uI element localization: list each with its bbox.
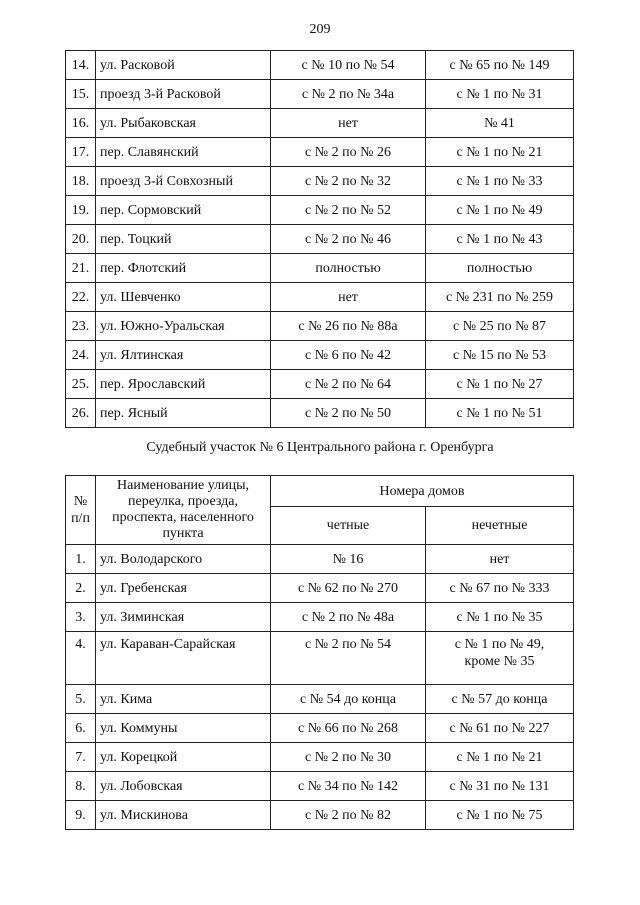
row-number-text: 26.	[71, 405, 90, 421]
odd-house-numbers-text: с № 1 по № 21	[456, 749, 543, 765]
header-even: четные	[271, 507, 426, 545]
even-house-numbers-text: с № 2 по № 30	[305, 749, 391, 765]
street-name-text: пер. Сормовский	[100, 202, 202, 218]
street-name	[96, 341, 271, 370]
row-number	[66, 341, 96, 370]
table-row	[66, 225, 574, 254]
street-name	[96, 109, 271, 138]
street-name-text: ул. Володарского	[100, 551, 203, 567]
street-name	[96, 574, 271, 603]
even-house-numbers-text: с № 34 по № 142	[298, 778, 398, 794]
row-number-text: 4.	[75, 637, 86, 652]
table-row	[66, 370, 574, 399]
even-house-numbers	[271, 341, 426, 370]
even-house-numbers	[271, 772, 426, 801]
table-row	[66, 254, 574, 283]
row-number-text: 9.	[75, 807, 86, 823]
even-house-numbers-text: с № 54 до конца	[300, 691, 396, 707]
odd-house-numbers	[426, 632, 574, 685]
row-number	[66, 254, 96, 283]
table-row	[66, 399, 574, 428]
odd-house-numbers	[426, 399, 574, 428]
street-name	[96, 603, 271, 632]
odd-house-numbers	[426, 341, 574, 370]
row-number-text: 15.	[71, 86, 90, 102]
row-number	[66, 685, 96, 714]
even-house-numbers-text: с № 2 по № 48а	[301, 609, 395, 625]
row-number	[66, 574, 96, 603]
even-house-numbers	[271, 632, 426, 685]
row-number	[66, 80, 96, 109]
even-house-numbers-text: с № 2 по № 26	[305, 144, 391, 160]
street-name-text: ул. Шевченко	[100, 289, 181, 305]
table-row	[66, 545, 574, 574]
even-house-numbers	[271, 399, 426, 428]
row-number	[66, 225, 96, 254]
row-number-text: 6.	[75, 720, 86, 736]
street-name-text: пер. Флотский	[100, 260, 187, 276]
table-row	[66, 51, 574, 80]
even-house-numbers-text: с № 2 по № 34а	[301, 86, 395, 102]
row-number-text: 25.	[71, 376, 90, 392]
odd-house-numbers	[426, 685, 574, 714]
row-number-text: 17.	[71, 144, 90, 160]
street-name-text: проезд 3-й Расковой	[100, 86, 221, 102]
even-house-numbers	[271, 603, 426, 632]
table-row	[66, 743, 574, 772]
row-number	[66, 167, 96, 196]
odd-house-numbers-text: с № 231 по № 259	[446, 289, 553, 305]
street-name	[96, 399, 271, 428]
even-house-numbers	[271, 801, 426, 830]
odd-house-numbers-text: с № 1 по № 31	[456, 86, 543, 102]
table-row	[66, 632, 574, 685]
even-house-numbers-text: с № 6 по № 42	[305, 347, 391, 363]
odd-house-numbers	[426, 574, 574, 603]
table-row	[66, 283, 574, 312]
even-house-numbers	[271, 254, 426, 283]
even-house-numbers	[271, 312, 426, 341]
even-house-numbers-text: с № 2 по № 82	[305, 807, 391, 823]
street-name	[96, 685, 271, 714]
district-6-streets-table	[65, 475, 574, 830]
odd-house-numbers-text: с № 1 по № 33	[456, 173, 543, 189]
row-number	[66, 772, 96, 801]
even-house-numbers	[271, 196, 426, 225]
row-number-text: 8.	[75, 778, 86, 794]
table-row	[66, 80, 574, 109]
street-name-text: пер. Ярославский	[100, 376, 206, 392]
even-house-numbers	[271, 80, 426, 109]
street-name-text: ул. Рыбаковская	[100, 115, 196, 131]
row-number	[66, 51, 96, 80]
street-name	[96, 772, 271, 801]
odd-house-numbers-text: нет	[489, 551, 510, 567]
odd-house-numbers	[426, 772, 574, 801]
street-name-text: пер. Ясный	[100, 405, 168, 421]
street-name	[96, 632, 271, 685]
street-name	[96, 80, 271, 109]
even-house-numbers-text: полностью	[315, 260, 381, 276]
odd-house-numbers-text: с № 1 по № 49	[456, 202, 543, 218]
odd-house-numbers-text: с № 1 по № 35	[456, 609, 543, 625]
odd-house-numbers-text: с № 31 по № 131	[449, 778, 550, 794]
page-number: 209	[309, 22, 331, 37]
row-number	[66, 632, 96, 685]
street-name-text: проезд 3-й Совхозный	[100, 173, 233, 189]
row-number	[66, 743, 96, 772]
street-name-text: ул. Зиминская	[100, 609, 185, 625]
even-house-numbers	[271, 283, 426, 312]
street-name-text: пер. Тоцкий	[100, 231, 172, 247]
row-number	[66, 370, 96, 399]
even-house-numbers	[271, 685, 426, 714]
street-name	[96, 254, 271, 283]
even-house-numbers	[271, 714, 426, 743]
street-name	[96, 138, 271, 167]
odd-house-numbers-text: с № 67 по № 333	[449, 580, 550, 596]
street-name-text: ул. Южно-Уральская	[100, 318, 225, 334]
street-name	[96, 167, 271, 196]
odd-house-numbers	[426, 167, 574, 196]
even-house-numbers	[271, 109, 426, 138]
odd-house-numbers	[426, 225, 574, 254]
odd-house-numbers-text: с № 1 по № 21	[456, 144, 543, 160]
streets-table-continued	[65, 50, 574, 428]
row-number	[66, 283, 96, 312]
even-house-numbers-text: с № 62 по № 270	[298, 580, 398, 596]
header-street-name: Наименование улицы, переулка, проезда, проспекта, населенного пункта	[96, 476, 271, 545]
odd-house-numbers-note: кроме № 35	[464, 654, 535, 669]
even-house-numbers-text: с № 10 по № 54	[301, 57, 395, 73]
street-name	[96, 283, 271, 312]
header-number: № п/п	[66, 476, 96, 545]
street-name	[96, 312, 271, 341]
row-number	[66, 801, 96, 830]
table-row	[66, 801, 574, 830]
row-number-text: 18.	[71, 173, 90, 189]
odd-house-numbers	[426, 109, 574, 138]
even-house-numbers-text: с № 2 по № 52	[305, 202, 391, 218]
street-name-text: ул. Караван-Сарайская	[100, 637, 236, 652]
street-name	[96, 51, 271, 80]
odd-house-numbers-text: с № 1 по № 51	[456, 405, 543, 421]
odd-house-numbers-text: с № 1 по № 75	[456, 807, 543, 823]
even-house-numbers-text: нет	[338, 289, 358, 305]
street-name	[96, 801, 271, 830]
row-number-text: 1.	[75, 551, 86, 567]
header-house-numbers: Номера домов	[271, 476, 574, 507]
table-row	[66, 312, 574, 341]
odd-house-numbers	[426, 801, 574, 830]
odd-house-numbers	[426, 196, 574, 225]
row-number	[66, 399, 96, 428]
table-row	[66, 196, 574, 225]
odd-house-numbers	[426, 283, 574, 312]
row-number	[66, 138, 96, 167]
odd-house-numbers-text: с № 1 по № 27	[456, 376, 543, 392]
table-row	[66, 772, 574, 801]
odd-house-numbers-text: с № 15 по № 53	[453, 347, 546, 363]
street-name	[96, 225, 271, 254]
table-row	[66, 341, 574, 370]
even-house-numbers	[271, 51, 426, 80]
even-house-numbers	[271, 743, 426, 772]
row-number-text: 2.	[75, 580, 86, 596]
odd-house-numbers	[426, 80, 574, 109]
even-house-numbers-text: нет	[338, 115, 358, 131]
street-name-text: ул. Лобовская	[100, 778, 183, 794]
odd-house-numbers	[426, 254, 574, 283]
row-number-text: 3.	[75, 609, 86, 625]
even-house-numbers	[271, 545, 426, 574]
table-row	[66, 685, 574, 714]
row-number-text: 19.	[71, 202, 90, 218]
street-name-text: ул. Ялтинская	[100, 347, 184, 363]
even-house-numbers	[271, 370, 426, 399]
row-number-text: 20.	[71, 231, 90, 247]
header-odd: нечетные	[426, 507, 574, 545]
street-name	[96, 714, 271, 743]
section-title: Судебный участок № 6 Центрального района г. Оренбурга	[146, 440, 494, 455]
street-name	[96, 370, 271, 399]
even-house-numbers	[271, 574, 426, 603]
odd-house-numbers-text: с № 61 по № 227	[449, 720, 550, 736]
row-number	[66, 312, 96, 341]
odd-house-numbers-text: с № 1 по № 49,	[454, 637, 545, 652]
even-house-numbers	[271, 167, 426, 196]
row-number	[66, 196, 96, 225]
street-name	[96, 545, 271, 574]
table-row	[66, 109, 574, 138]
even-house-numbers-text: с № 2 по № 64	[305, 376, 391, 392]
even-house-numbers-text: с № 66 по № 268	[298, 720, 398, 736]
street-name-text: ул. Корецкой	[100, 749, 178, 765]
street-name	[96, 196, 271, 225]
even-house-numbers-text: с № 2 по № 54	[305, 637, 391, 652]
odd-house-numbers	[426, 138, 574, 167]
odd-house-numbers	[426, 51, 574, 80]
row-number	[66, 545, 96, 574]
even-house-numbers-text: с № 26 по № 88а	[298, 318, 398, 334]
odd-house-numbers-text: с № 1 по № 43	[456, 231, 543, 247]
odd-house-numbers-text: с № 25 по № 87	[453, 318, 546, 334]
row-number	[66, 603, 96, 632]
odd-house-numbers	[426, 312, 574, 341]
odd-house-numbers-text: полностью	[466, 260, 533, 276]
even-house-numbers-text: с № 2 по № 32	[305, 173, 391, 189]
table-row	[66, 574, 574, 603]
street-name-text: пер. Славянский	[100, 144, 199, 160]
row-number-text: 7.	[75, 749, 86, 765]
odd-house-numbers	[426, 603, 574, 632]
row-number	[66, 109, 96, 138]
even-house-numbers-text: с № 2 по № 50	[305, 405, 391, 421]
street-name-text: ул. Гребенская	[100, 580, 187, 596]
odd-house-numbers-text: с № 65 по № 149	[449, 57, 550, 73]
odd-house-numbers	[426, 743, 574, 772]
row-number-text: 21.	[71, 260, 90, 276]
table-row	[66, 167, 574, 196]
row-number-text: 22.	[71, 289, 90, 305]
street-name-text: ул. Коммуны	[100, 720, 178, 736]
odd-house-numbers	[426, 545, 574, 574]
even-house-numbers	[271, 138, 426, 167]
table-row	[66, 714, 574, 743]
street-name	[96, 743, 271, 772]
row-number-text: 24.	[71, 347, 90, 363]
table-row	[66, 138, 574, 167]
row-number	[66, 714, 96, 743]
table-row	[66, 603, 574, 632]
row-number-text: 14.	[71, 57, 90, 73]
odd-house-numbers	[426, 370, 574, 399]
row-number-text: 5.	[75, 691, 86, 707]
odd-house-numbers-text: с № 57 до конца	[451, 691, 548, 707]
street-name-text: ул. Расковой	[100, 57, 175, 73]
odd-house-numbers-text: № 41	[484, 115, 515, 131]
odd-house-numbers	[426, 714, 574, 743]
row-number-text: 16.	[71, 115, 90, 131]
street-name-text: ул. Мискинова	[100, 807, 188, 823]
even-house-numbers-text: с № 2 по № 46	[305, 231, 391, 247]
row-number-text: 23.	[71, 318, 90, 334]
even-house-numbers-text: № 16	[332, 551, 364, 567]
even-house-numbers	[271, 225, 426, 254]
street-name-text: ул. Кима	[100, 691, 153, 707]
